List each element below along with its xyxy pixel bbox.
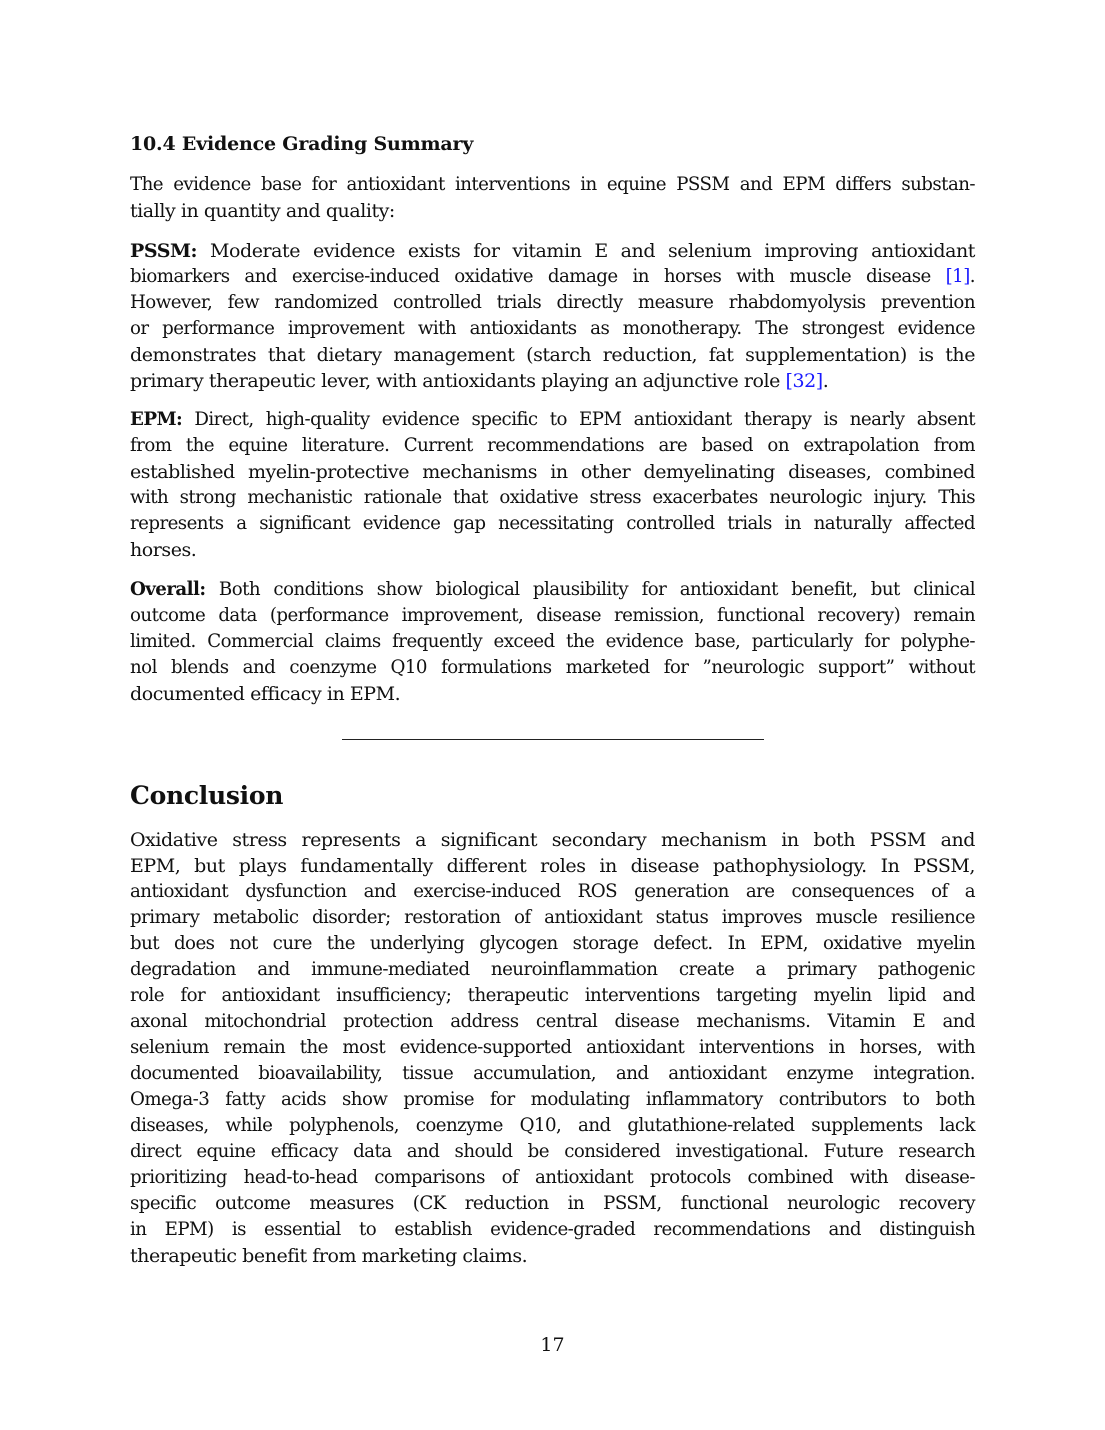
text-line: nol blends and coenzyme Q10 formulations marketed for ”neurologic support” without xyxy=(130,657,975,678)
text-line: axonal mitochondrial protection address central disease mechanisms. Vitamin E and xyxy=(130,1011,975,1032)
text-line: PSSM: Moderate evidence exists for vitamin E and selenium improving antioxidant xyxy=(130,240,975,262)
text-line: outcome data (performance improvement, disease remission, functional recovery) remain xyxy=(130,605,975,626)
text-line: diseases, while polyphenols, coenzyme Q10, and glutathione-related supplements lack xyxy=(130,1115,975,1136)
text-line: primary therapeutic lever, with antioxidants playing an adjunctive role [32]. xyxy=(130,370,829,392)
subsection-heading: 10.4 Evidence Grading Summary xyxy=(130,133,474,155)
text-line: EPM: Direct, high-quality evidence specific to EPM antioxidant therapy is nearly absent xyxy=(130,409,975,430)
text-line: or performance improvement with antioxidants as monotherapy. The strongest evidence xyxy=(130,318,975,339)
text-line: selenium remain the most evidence-supported antioxidant interventions in horses, with xyxy=(130,1037,975,1058)
section-heading-conclusion: Conclusion xyxy=(130,781,284,810)
pssm-paragraph xyxy=(130,238,975,394)
epm-paragraph xyxy=(130,407,975,563)
text-line: established myelin-protective mechanisms in other demyelinating diseases, combined xyxy=(130,461,975,483)
text-line: specific outcome measures (CK reduction in PSSM, functional neurologic recovery xyxy=(130,1193,975,1214)
citation-link[interactable]: [1] xyxy=(945,266,970,287)
text-line: from the equine literature. Current recommendations are based on extrapolation from xyxy=(130,435,975,456)
text-line: EPM, but plays fundamentally different roles in disease pathophysiology. In PSSM, xyxy=(130,855,975,877)
text-line: Overall: Both conditions show biological plausibility for antioxidant benefit, but clinical xyxy=(130,579,975,600)
overall-label: Overall: xyxy=(130,579,206,600)
text-line: primary metabolic disorder; restoration of antioxidant status improves muscle resilience xyxy=(130,907,975,928)
text-line: therapeutic benefit from marketing claims. xyxy=(130,1245,528,1267)
text-line: limited. Commercial claims frequently exceed the evidence base, particularly for polyphe- xyxy=(130,631,975,652)
citation-link[interactable]: [32] xyxy=(785,370,823,392)
text-line: tially in quantity and quality: xyxy=(130,200,395,222)
text-line: in EPM) is essential to establish evidence-graded recommendations and distinguish xyxy=(130,1219,975,1240)
text-line: prioritizing head-to-head comparisons of antioxidant protocols combined with disease- xyxy=(130,1167,975,1188)
text-line: However, few randomized controlled trials directly measure rhabdomyolysis prevention xyxy=(130,292,975,313)
overall-paragraph xyxy=(130,577,975,707)
text-line: but does not cure the underlying glycogen storage defect. In EPM, oxidative myelin xyxy=(130,933,975,954)
text-line: horses. xyxy=(130,539,197,561)
text-line: role for antioxidant insufficiency; therapeutic interventions targeting myelin lipid and xyxy=(130,985,975,1006)
intro-paragraph xyxy=(130,172,975,224)
horizontal-rule-divider xyxy=(342,739,764,740)
text-line: with strong mechanistic rationale that oxidative stress exacerbates neurologic injury. This xyxy=(130,487,975,508)
text-line: documented bioavailability, tissue accumulation, and antioxidant enzyme integration. xyxy=(130,1063,975,1084)
text-line: represents a significant evidence gap necessitating controlled trials in naturally affected xyxy=(130,513,975,534)
epm-label: EPM: xyxy=(130,409,183,430)
text-line: Oxidative stress represents a significant secondary mechanism in both PSSM and xyxy=(130,829,975,851)
conclusion-paragraph xyxy=(130,827,975,1269)
text-line: documented efficacy in EPM. xyxy=(130,683,401,705)
text-line: degradation and immune-mediated neuroinflammation create a primary pathogenic xyxy=(130,959,975,980)
text-line: antioxidant dysfunction and exercise-induced ROS generation are consequences of a xyxy=(130,881,975,902)
text-line: direct equine efficacy data and should be considered investigational. Future research xyxy=(130,1141,975,1162)
text-line: The evidence base for antioxidant interventions in equine PSSM and EPM differs substan- xyxy=(130,174,975,195)
text-line: Omega-3 fatty acids show promise for modulating inflammatory contributors to both xyxy=(130,1089,975,1110)
pssm-label: PSSM: xyxy=(130,240,198,262)
text-line: demonstrates that dietary management (starch reduction, fat supplementation) is the xyxy=(130,344,975,366)
text-line: biomarkers and exercise-induced oxidative damage in horses with muscle disease [1]. xyxy=(130,266,975,287)
page-number: 17 xyxy=(540,1334,565,1356)
